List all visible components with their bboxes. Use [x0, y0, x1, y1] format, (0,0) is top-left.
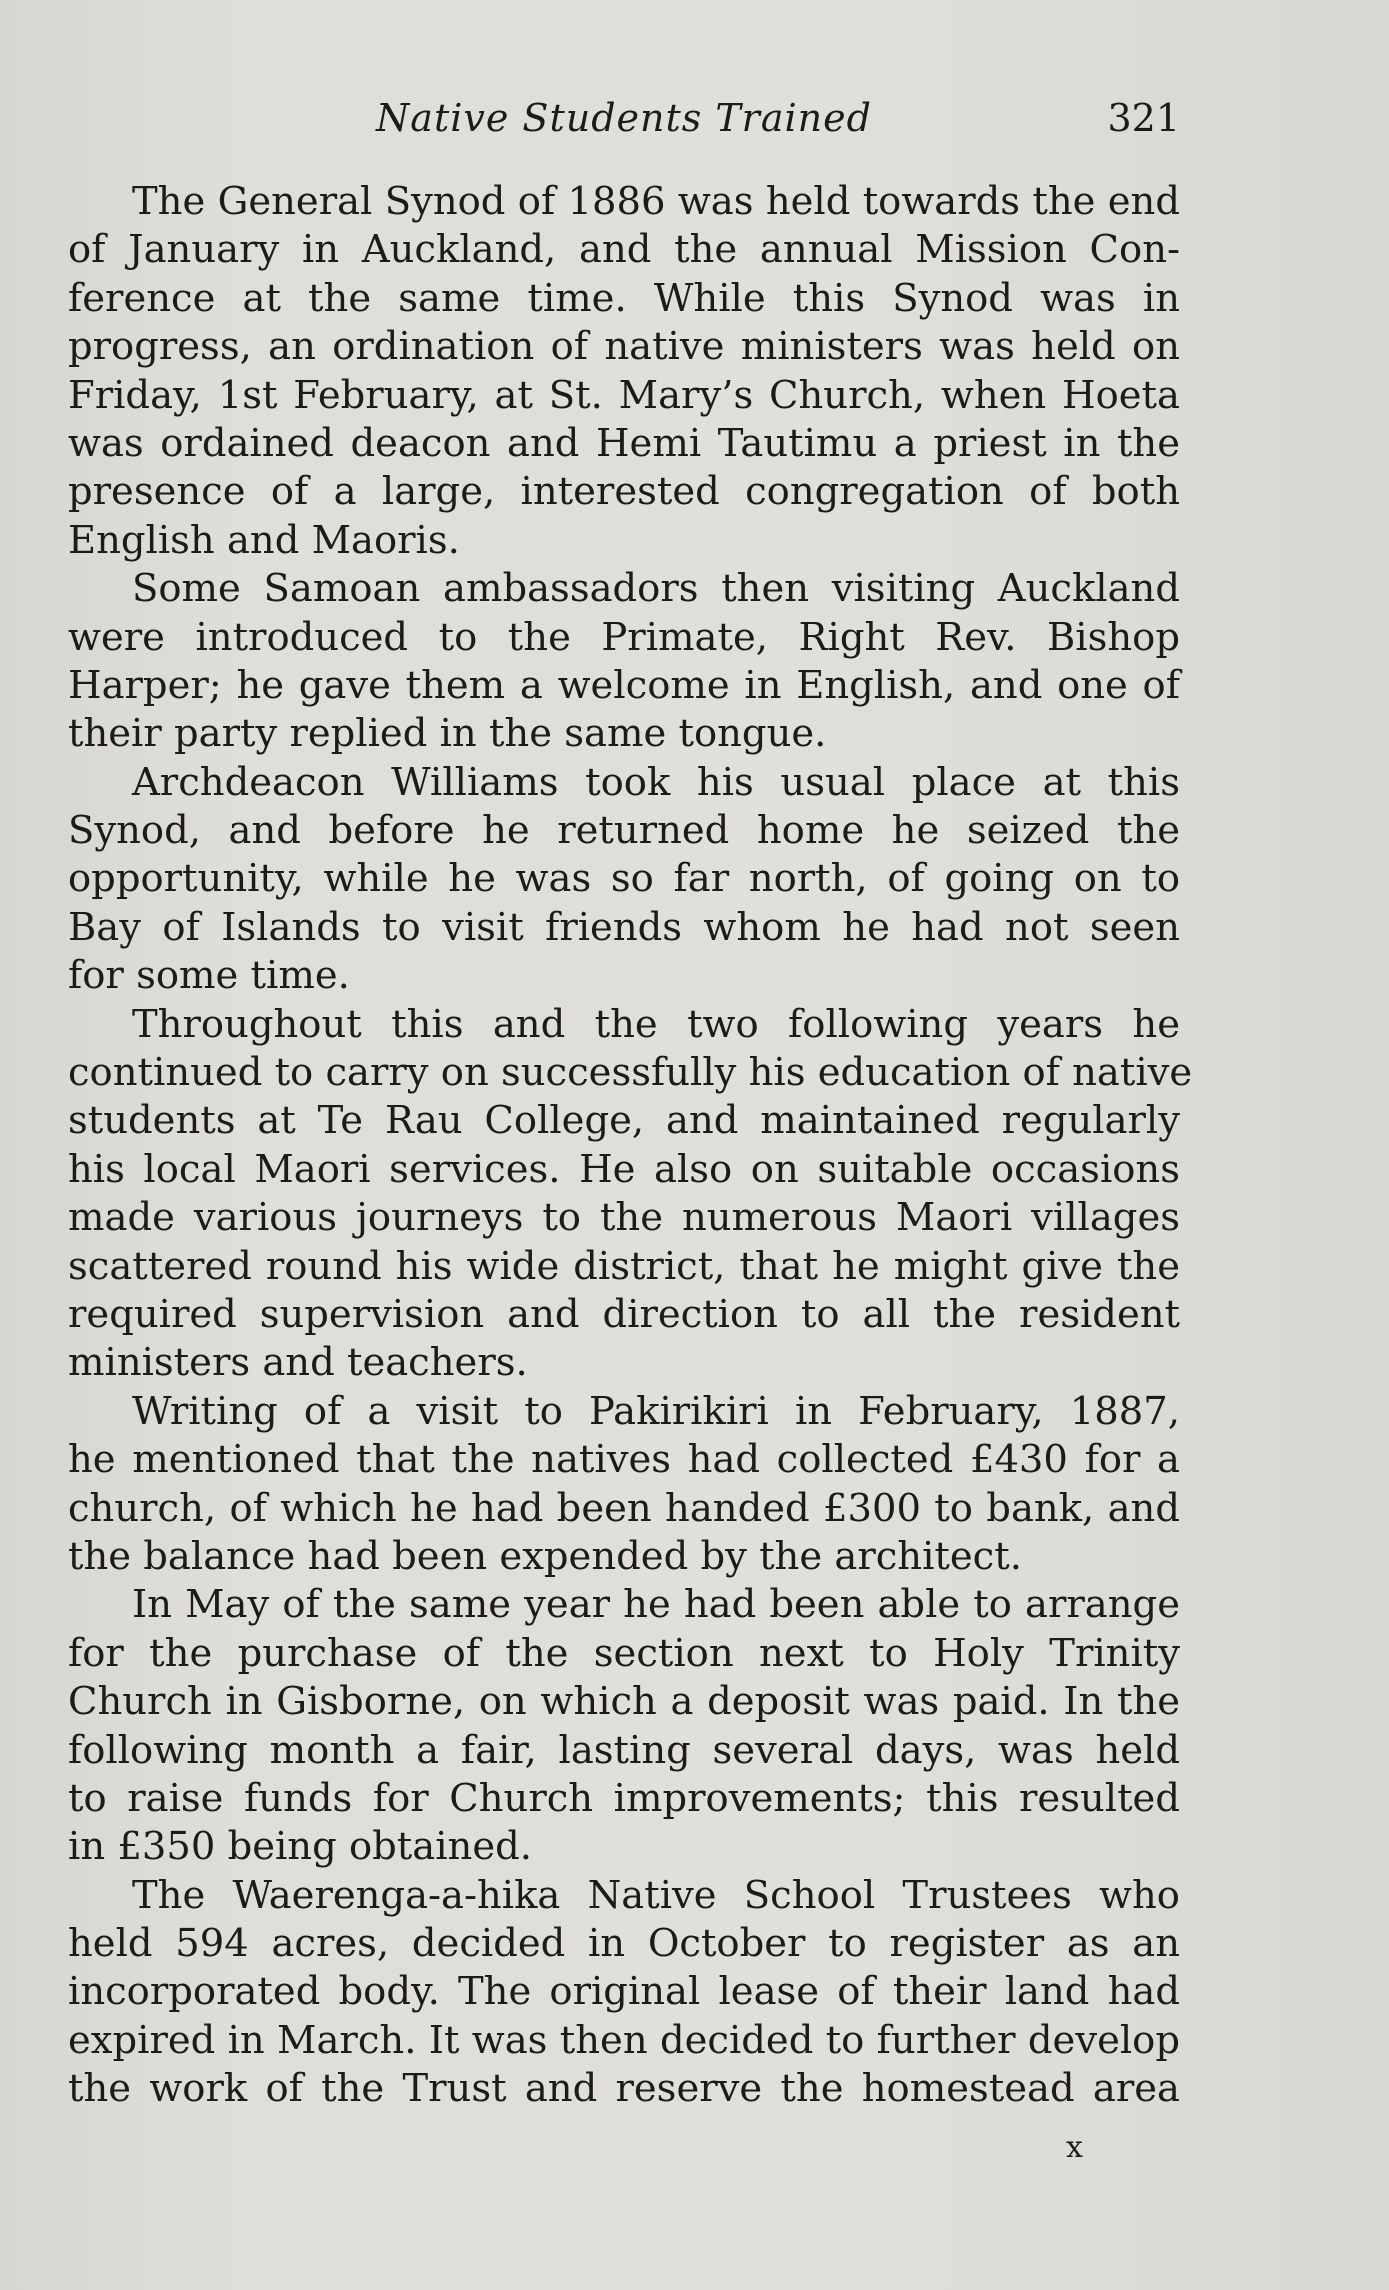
paragraph [68, 1001, 1193, 1388]
body-text [68, 178, 1193, 2114]
text-line: the balance had been expended by the architect. [68, 1533, 1022, 1579]
paragraph [68, 1581, 1180, 1871]
text-line: scattered round his wide district, that he might give the [68, 1243, 1180, 1289]
text-line: progress, an ordination of native ministers was held on [68, 324, 1180, 370]
text-line: In May of the same year he had been able to arrange [132, 1582, 1180, 1628]
text-line: Some Samoan ambassadors then visiting Auckland [132, 566, 1180, 612]
paragraph [68, 1388, 1180, 1582]
paragraph [68, 178, 1180, 565]
text-line: ministers and teachers. [68, 1340, 528, 1386]
text-line: opportunity, while he was so far north, of going on to [68, 856, 1180, 902]
text-line: his local Maori services. He also on suitable occasions [68, 1146, 1180, 1192]
text-line: The Waerenga-a-hika Native School Trustees who [132, 1872, 1180, 1918]
text-line: Harper; he gave them a welcome in English, and one of [68, 662, 1180, 708]
text-line: was ordained deacon and Hemi Tautimu a priest in the [68, 420, 1180, 466]
text-line: he mentioned that the natives had collected £430 for a [68, 1437, 1180, 1483]
text-line: Throughout this and the two following years he [132, 1001, 1180, 1047]
text-line: of January in Auckland, and the annual Mission Con- [68, 227, 1180, 273]
text-line: in £350 being obtained. [68, 1824, 533, 1870]
running-title: Native Students Trained [376, 96, 872, 140]
paragraph [68, 1872, 1180, 2114]
paragraph [68, 565, 1180, 759]
text-line: church, of which he had been handed £300 to bank, and [68, 1485, 1180, 1531]
text-line: English and Maoris. [68, 517, 460, 563]
text-line: made various journeys to the numerous Maori villages [68, 1195, 1180, 1241]
text-line: held 594 acres, decided in October to register as an [68, 1921, 1180, 1967]
page-number: 321 [1107, 96, 1180, 140]
text-line: were introduced to the Primate, Right Rev. Bishop [68, 614, 1180, 660]
text-line: following month a fair, lasting several days, was held [68, 1727, 1180, 1773]
text-line: Synod, and before he returned home he seized the [68, 808, 1180, 854]
text-line: ference at the same time. While this Synod was in [68, 275, 1180, 321]
page-header [68, 96, 1180, 156]
text-line: Bay of Islands to visit friends whom he had not seen [68, 904, 1180, 950]
text-line: presence of a large, interested congregation of both [68, 469, 1180, 515]
text-line: required supervision and direction to all the resident [68, 1291, 1180, 1337]
text-line: for the purchase of the section next to Holy Trinity [68, 1630, 1180, 1676]
signature-mark: x [1066, 2130, 1083, 2165]
text-line: students at Te Rau College, and maintained regularly [68, 1098, 1180, 1144]
text-line: continued to carry on successfully his education of native [68, 1050, 1193, 1096]
text-line: the work of the Trust and reserve the homestead area [68, 2066, 1180, 2112]
text-line: Friday, 1st February, at St. Mary’s Church, when Hoeta [68, 372, 1180, 418]
text-line: expired in March. It was then decided to further develop [68, 2017, 1180, 2063]
text-line: The General Synod of 1886 was held towards the end [132, 179, 1180, 224]
text-line: Archdeacon Williams took his usual place at this [132, 759, 1180, 805]
text-line: incorporated body. The original lease of their land had [68, 1969, 1180, 2015]
paragraph [68, 759, 1180, 1001]
text-line: their party replied in the same tongue. [68, 711, 827, 757]
text-line: to raise funds for Church improvements; this resulted [68, 1775, 1180, 1821]
text-line: for some time. [68, 953, 350, 999]
text-line: Church in Gisborne, on which a deposit was paid. In the [68, 1679, 1180, 1725]
text-line: Writing of a visit to Pakirikiri in February, 1887, [132, 1388, 1180, 1434]
